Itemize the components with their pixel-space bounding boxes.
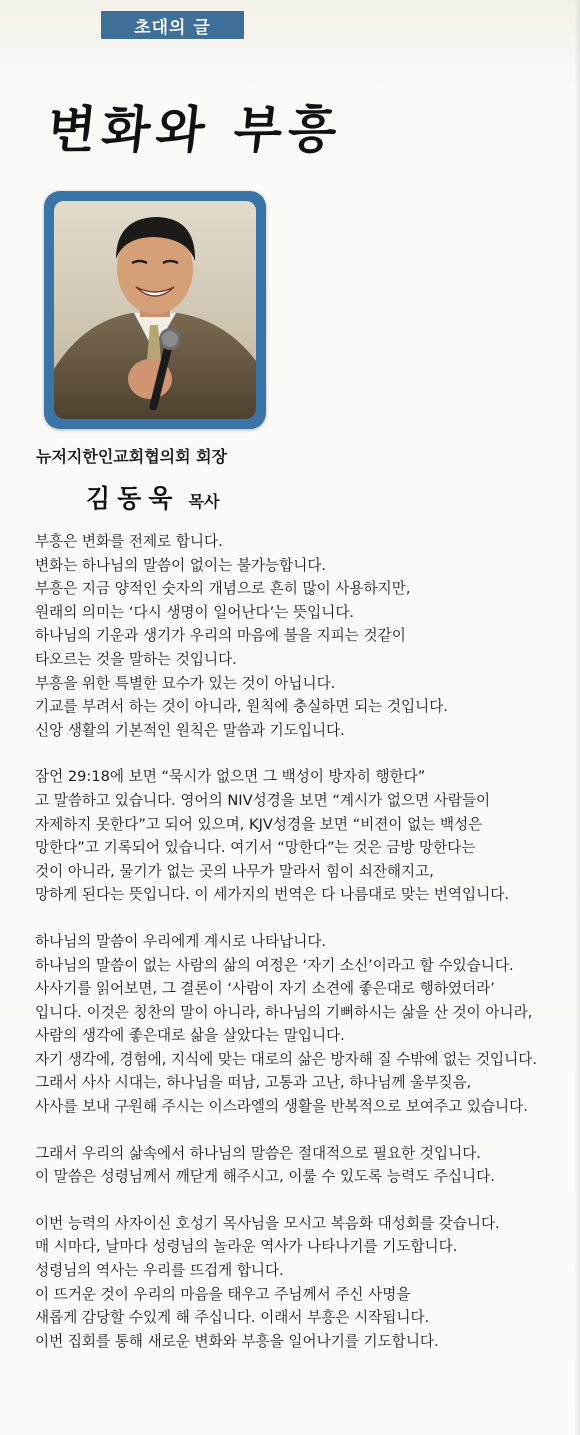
text-line: 자제하지 못한다”고 되어 있으며, KJV성경을 보면 “비젼이 없는 백성은 (35, 815, 483, 833)
page-edge-shadow (574, 0, 580, 1435)
text-line: 이 뜨거운 것이 우리의 마음을 태우고 주님께서 주신 사명을 (35, 1285, 411, 1303)
text-line: 잠언 29:18에 보면 “묵시가 없으면 그 백성이 방자히 행한다” (35, 768, 426, 786)
paragraph (35, 1142, 570, 1189)
text-line: 것이 아니라, 물기가 없는 곳의 나무가 말라서 힘이 쇠잔해지고, (35, 862, 434, 880)
text-line: 사사기를 읽어보면, 그 결론이 ‘사람이 자기 소견에 좋은대로 행하였더라’ (35, 980, 495, 998)
text-line: 타오르는 것을 말하는 것입니다. (35, 650, 237, 668)
author-name: 김동욱 (86, 484, 180, 513)
text-line: 입니다. 이것은 칭찬의 말이 아니라, 하나님의 기뻐하시는 삶을 산 것이 아니라, (35, 1003, 533, 1021)
text-line: 이번 능력의 사자이신 호성기 목사님을 모시고 복음화 대성회를 갖습니다. (35, 1214, 500, 1232)
text-line: 부흥은 변화를 전제로 합니다. (35, 533, 223, 550)
text-line: 자기 생각에, 경험에, 지식에 맞는 대로의 삶은 방자해 질 수밖에 없는 것입니다. (35, 1050, 537, 1068)
text-line: 하나님의 말씀이 없는 사람의 삶의 여정은 ‘자기 소신’이라고 할 수있습니다. (35, 956, 514, 974)
text-line: 하나님의 기운과 생기가 우리의 마음에 불을 지피는 것같이 (35, 627, 406, 645)
section-tag: 초대의 글 (101, 11, 244, 39)
text-line: 변화는 하나님의 말씀이 없이는 불가능합니다. (35, 556, 327, 574)
author-name-line (86, 479, 219, 515)
author-affiliation: 뉴저지한인교회협의회 회장 (36, 447, 228, 466)
letter-body (35, 530, 570, 1376)
text-line: 새롭게 감당할 수있게 해 주십니다. 이래서 부흥은 시작됩니다. (35, 1309, 430, 1327)
text-line: 신앙 생활의 기본적인 원칙은 말씀과 기도입니다. (35, 721, 345, 739)
text-line: 망한다”고 기록되어 있습니다. 여기서 “망한다”는 것은 금방 망한다는 (35, 839, 476, 857)
text-line: 그래서 사사 시대는, 하나님을 떠남, 고통과 고난, 하나님께 울부짖음, (35, 1074, 472, 1092)
page-title: 변화와 부흥 (44, 100, 346, 159)
author-photo (54, 201, 256, 419)
text-line: 이 말씀은 성령님께서 깨닫게 해주시고, 이룰 수 있도록 능력도 주십니다. (35, 1168, 495, 1186)
paragraph (35, 1212, 570, 1354)
author-portrait-image (54, 201, 256, 419)
author-title: 목사 (188, 492, 220, 511)
text-line: 하나님의 말씀이 우리에게 계시로 나타납니다. (35, 932, 327, 950)
paragraph (35, 765, 570, 907)
paragraph (35, 930, 570, 1119)
text-line: 이번 집회를 통해 새로운 변화와 부흥을 일어나기를 기도합니다. (35, 1332, 439, 1350)
text-line: 원래의 의미는 ‘다시 생명이 일어난다’는 뜻입니다. (35, 603, 355, 621)
text-line: 기교를 부려서 하는 것이 아니라, 원칙에 충실하면 되는 것입니다. (35, 698, 448, 716)
text-line: 망하게 된다는 뜻입니다. 이 세가지의 번역은 다 나름대로 맞는 번역입니다. (35, 886, 509, 904)
text-line: 사사를 보내 구원해 주시는 이스라엘의 생활을 반복적으로 보여주고 있습니다. (35, 1098, 528, 1116)
text-line: 사람의 생각에 좋은대로 삶을 살았다는 말입니다. (35, 1027, 345, 1045)
paragraph (35, 530, 570, 742)
text-line: 고 말씀하고 있습니다. 영어의 NIV성경을 보면 “계시가 없으면 사람들이 (35, 791, 491, 809)
text-line: 매 시마다, 날마다 성령님의 놀라운 역사가 나타나기를 기도합니다. (35, 1238, 458, 1256)
author-photo-frame (44, 191, 266, 429)
text-line: 그래서 우리의 삶속에서 하나님의 말씀은 절대적으로 필요한 것입니다. (35, 1144, 481, 1162)
text-line: 성령님의 역사는 우리를 뜨겁게 합니다. (35, 1262, 284, 1280)
text-line: 부흥을 위한 특별한 묘수가 있는 것이 아닙니다. (35, 674, 336, 692)
text-line: 부흥은 지금 양적인 숫자의 개념으로 흔히 많이 사용하지만, (35, 580, 411, 598)
